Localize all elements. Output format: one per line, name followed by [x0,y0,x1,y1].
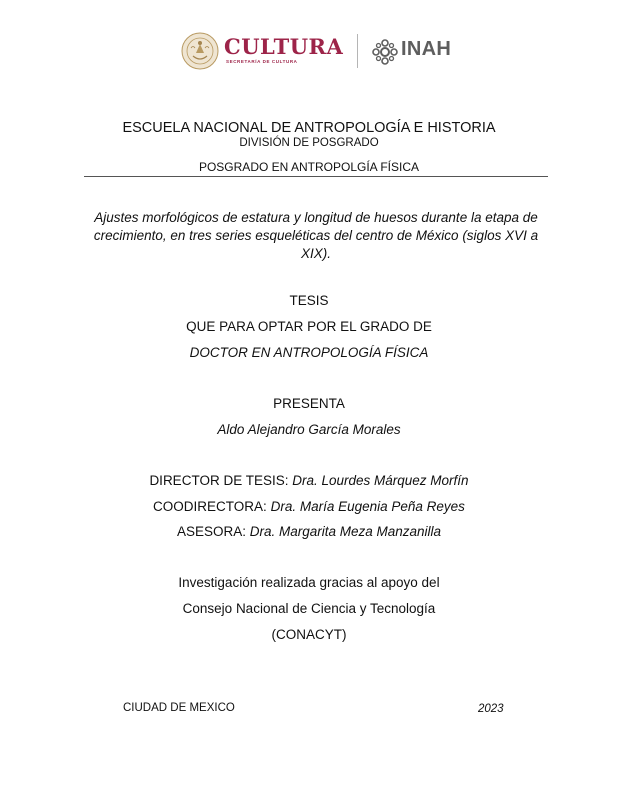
program-name: POSGRADO EN ANTROPOLGÍA FÍSICA [198,160,420,174]
thesis-title: Ajustes morfológicos de estatura y longitud de huesos durante la etapa de crecimiento, en tres series esqueléticas del centro de México (siglos XVI a XIX). [93,210,539,261]
author-name: Aldo Alejandro García Morales [217,422,401,437]
inah-emblem-icon [370,38,400,66]
degree-name: DOCTOR EN ANTROPOLOGÍA FÍSICA [189,345,429,360]
committee-advisor [0,524,618,539]
committee-member-name: Dra. Lourdes Márquez Morfín [292,473,469,488]
committee-role: DIRECTOR DE TESIS: [149,473,289,488]
committee-member-name: Dra. María Eugenia Peña Reyes [270,499,465,514]
year: 2023 [478,703,504,715]
header-logos [0,30,618,74]
inah-logo: INAH [401,38,452,60]
presenter-label: PRESENTA [273,396,345,411]
degree-purpose: QUE PARA OPTAR POR EL GRADO DE [186,319,432,334]
committee-codirector [0,499,618,514]
acknowledgement-line: (CONACYT) [271,627,347,642]
cultura-subtitle: SECRETARÍA DE CULTURA [226,59,298,64]
city: CIUDAD DE MEXICO [123,702,235,714]
acknowledgement-line: Consejo Nacional de Ciencia y Tecnología [182,601,436,616]
division-name: DIVISIÓN DE POSGRADO [239,137,379,149]
degree-label: TESIS [289,293,329,308]
school-name: ESCUELA NACIONAL DE ANTROPOLOGÍA E HISTORIA [122,120,496,136]
header-rule [84,176,548,177]
acknowledgement-line: Investigación realizada gracias al apoyo del [178,575,440,590]
logo-divider [357,34,358,68]
committee-director [0,473,618,488]
committee-role: COODIRECTORA: [153,499,267,514]
mexico-coat-of-arms-icon [181,32,219,70]
committee-role: ASESORA: [176,524,246,539]
committee-member-name: Dra. Margarita Meza Manzanilla [249,524,442,539]
cultura-logo: CULTURA [224,34,344,59]
